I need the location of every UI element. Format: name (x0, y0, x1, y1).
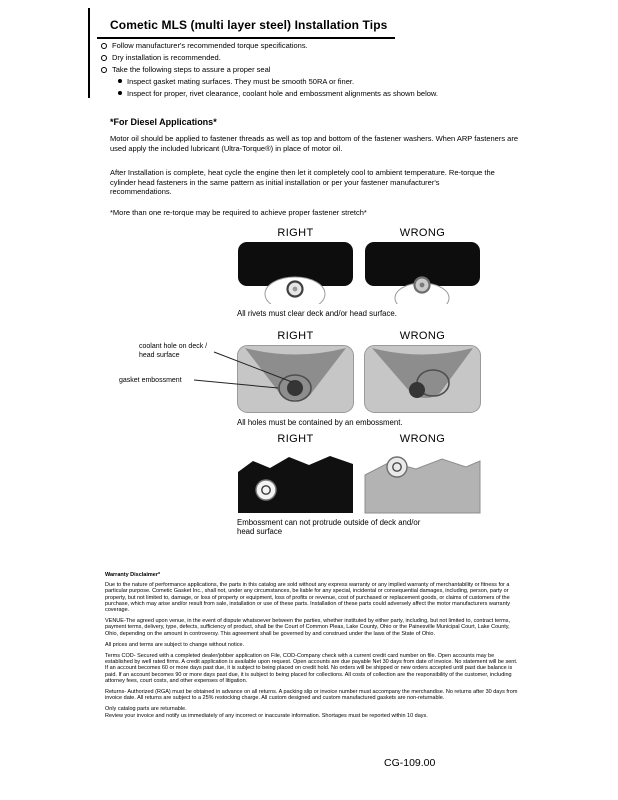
rivet-center (293, 287, 298, 292)
coolant-hole-label: coolant hole on deck / head surface (139, 343, 208, 359)
legal-paragraph: Due to the nature of performance applications, the parts in this catalog are sold without any express warranty or any implied warranty of merchantability or fitness for a particular purpose. Cometic Gasket Inc., shall not, under any circumstances, be liable for any special, incidental or consequential damages, including, person, party or property, but not limited to, damage, or loss of property or equipment, loss of profits or revenue, cost of purchased or replacement goods, or claims of customers of the purchase, which may arise and/or result from sale, installation or use of these parts. Installation of these parts could adversely affect the motor manufacturers warranty coverage. (105, 582, 510, 614)
legal-paragraph: Terms COD- Secured with a completed dealer/jobber application on File, COD-Company check with a current credit card number on file. Open accounts may be established by well rated firms. A credit application is available upon request. Open accounts are due payable Net 30 days from date of invoice. No statement will be sent. If an account becomes 60 or more days past due, it is subject to being placed on credit hold. No orders will be shipped or new orders accepted until past due balance is paid. If an account becomes 90 or more days past due, it is subject to being placed for collections. All costs of collection are the responsibility of the customer, including attorney fees, court costs, and other expenses of litigation. (105, 653, 518, 684)
legal-section (105, 572, 519, 724)
list-item (118, 89, 438, 98)
gasket-embossment-label: gasket embossment (119, 377, 182, 384)
wrong-column-header: WRONG (399, 330, 446, 342)
row1-caption: All rivets must clear deck and/or head surface. (237, 309, 397, 318)
left-margin-rule (88, 8, 90, 98)
embossment-protrusion-wrong-diagram (364, 448, 481, 514)
list-item (101, 53, 438, 62)
diesel-applications-heading: *For Diesel Applications* (110, 117, 217, 127)
bullet-text: Take the following steps to assure a proper seal (112, 65, 271, 74)
coolant-hole (409, 382, 425, 398)
embossment-containment-wrong-diagram (364, 345, 481, 413)
legal-paragraph: All prices and terms are subject to change without notice. (105, 641, 245, 648)
embossment-containment-right-diagram (237, 345, 354, 413)
open-bullet-icon (101, 43, 107, 49)
tips-bullet-list (101, 41, 438, 101)
row2-caption: All holes must be contained by an embossment. (237, 418, 403, 427)
filled-bullet-icon (118, 91, 122, 95)
open-bullet-icon (101, 67, 107, 73)
deck-surface-shape (238, 456, 353, 513)
retorque-note: *More than one re-torque may be required to achieve proper fastener stretch* (110, 208, 367, 217)
bullet-text: Inspect gasket mating surfaces. They must be smooth 50RA or finer. (127, 77, 355, 86)
rivet-clearance-right-diagram (237, 242, 354, 304)
bullet-text: Inspect for proper, rivet clearance, coolant hole and embossment alignments as shown below. (127, 89, 439, 98)
right-column-header: RIGHT (277, 330, 314, 342)
legal-paragraph: VENUE-The agreed upon venue, in the event of dispute whatsoever between the parties, whether instituted by either party, including, but not limited to, contract terms, payment terms, delivery, type, defects, sufficiency of product, shall be the Court of Common Pleas, Lake County, Ohio or the Painesville Municipal Court, Lake County, Ohio, depending on the amount in controversy. This agreement shall be governed by and construed under the laws of the State of Ohio. (105, 618, 510, 637)
legal-paragraph: Only catalog parts are returnable. (105, 706, 187, 713)
wrong-column-header: WRONG (399, 227, 446, 239)
wrong-column-header: WRONG (399, 433, 446, 445)
warranty-disclaimer-heading: Warranty Disclaimer* (105, 572, 161, 578)
page-title-underline (97, 16, 395, 39)
legal-paragraph: Review your invoice and notify us immediately of any incorrect or inaccurate information. Shortages must be reported within 10 days. (105, 713, 428, 720)
open-bullet-icon (101, 55, 107, 61)
embossment-protrusion-right-diagram (237, 448, 354, 514)
diesel-paragraph-1: Motor oil should be applied to fastener threads as well as top and bottom of the fastener washers. When ARP fasteners are used apply the included lubricant (Ultra-Torque®) in place of motor oil. (110, 134, 519, 153)
row3-caption: Embossment can not protrude outside of deck and/or head surface (237, 518, 421, 536)
deck-surface-shape (365, 459, 480, 513)
rivet-clearance-wrong-diagram (364, 242, 481, 304)
bullet-text: Follow manufacturer's recommended torque specifications. (112, 41, 308, 50)
page-number: CG-109.00 (384, 757, 436, 769)
list-item (101, 41, 438, 50)
list-item (118, 77, 438, 86)
list-item (101, 65, 438, 74)
page-title: Cometic MLS (multi layer steel) Installation Tips (110, 18, 388, 32)
right-column-header: RIGHT (277, 433, 314, 445)
hole-with-embossment (256, 480, 276, 500)
right-column-header: RIGHT (277, 227, 314, 239)
coolant-hole (287, 380, 303, 396)
rivet-center (420, 283, 425, 288)
legal-paragraph: Returns- Authorized (RGA) must be obtained in advance on all returns. A packing slip or invoice number must accompany the merchandise. No returns after 30 days from invoice date. All returns are subject to a 25% restocking charge. All custom designed and custom manufactured gaskets are non-returnable. (105, 689, 518, 702)
diesel-paragraph-2: After Installation is complete, heat cycle the engine then let it completely cool to ambient temperature. Re-torque the cylinder head fasteners in the same pattern as initial installation or per your fastener manufacturer's recommendations. (110, 168, 495, 196)
bullet-text: Dry installation is recommended. (112, 53, 221, 62)
filled-bullet-icon (118, 79, 122, 83)
hole-with-embossment (387, 457, 407, 477)
